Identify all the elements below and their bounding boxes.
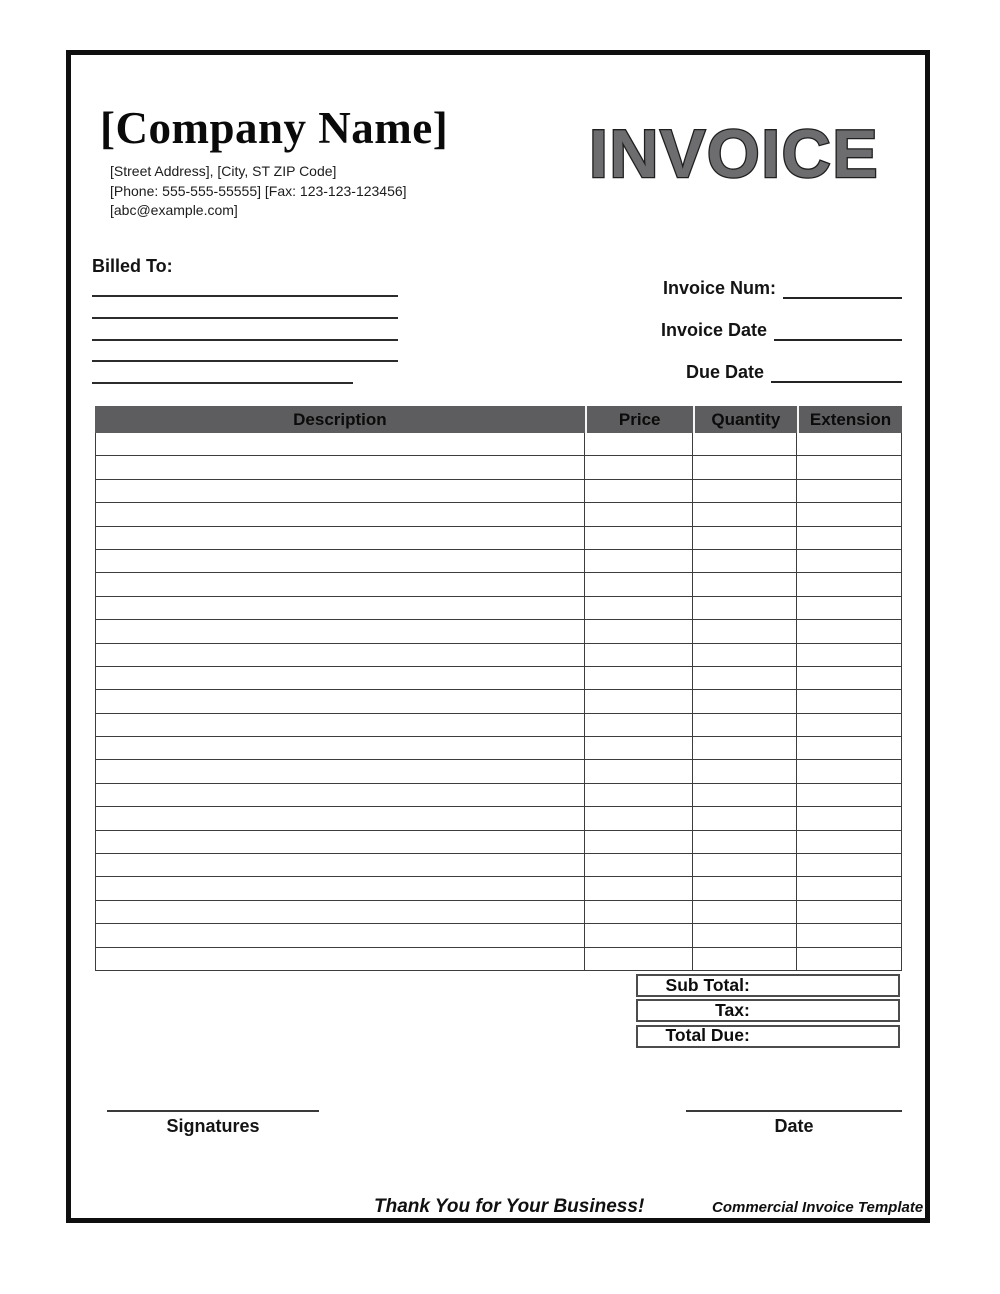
billed-to-blank-line [92, 339, 398, 341]
table-cell [96, 597, 585, 620]
table-cell [96, 831, 585, 854]
table-cell [585, 527, 693, 550]
billed-to-blank-line [92, 295, 398, 297]
table-cell [585, 433, 693, 456]
table-row [96, 948, 902, 971]
table-cell [797, 667, 902, 690]
column-header-price: Price [585, 406, 693, 433]
date-blank-line [686, 1104, 902, 1112]
table-cell [96, 877, 585, 900]
table-cell [585, 573, 693, 596]
table-cell [96, 760, 585, 783]
invoice-meta-label: Invoice Date [660, 320, 767, 340]
table-cell [585, 784, 693, 807]
address-line-email: [abc@example.com] [110, 202, 238, 218]
table-cell [797, 480, 902, 503]
table-cell [585, 480, 693, 503]
invoice-meta-row [610, 363, 902, 383]
total-label: Sub Total: [665, 974, 750, 995]
column-header-description: Description [293, 409, 387, 429]
total-row [636, 1025, 900, 1048]
table-cell [693, 854, 797, 877]
table-cell [797, 550, 902, 573]
table-cell [693, 714, 797, 737]
table-row [96, 877, 902, 900]
table-row [96, 573, 902, 596]
table-cell [585, 831, 693, 854]
table-cell [96, 480, 585, 503]
billed-to-blank-line [92, 382, 353, 384]
table-cell [96, 573, 585, 596]
template-name-label: Commercial Invoice Template [712, 1199, 924, 1216]
invoice-meta-label: Invoice Num: [662, 278, 776, 298]
table-cell [585, 877, 693, 900]
total-row [636, 999, 900, 1022]
table-cell [797, 690, 902, 713]
table-cell [585, 667, 693, 690]
table-row [96, 760, 902, 783]
total-label: Tax: [715, 1000, 750, 1021]
table-cell [585, 760, 693, 783]
table-cell [693, 690, 797, 713]
date-label: Date [774, 1116, 814, 1136]
table-cell [797, 877, 902, 900]
table-row [96, 854, 902, 877]
table-cell [96, 924, 585, 947]
table-row [96, 924, 902, 947]
table-cell [693, 620, 797, 643]
total-row [636, 974, 900, 997]
table-row [96, 644, 902, 667]
company-name: [Company Name] [100, 103, 449, 153]
table-cell [585, 948, 693, 971]
table-row [96, 831, 902, 854]
address-line-phone-fax: [Phone: 555-555-55555] [Fax: 123-123-123456] [110, 182, 407, 199]
table-cell [96, 807, 585, 830]
billed-to-lines [92, 295, 398, 404]
table-row [96, 433, 902, 456]
table-cell [693, 784, 797, 807]
signatures-block [107, 1104, 319, 1137]
table-cell [585, 924, 693, 947]
invoice-title-text: INVOICE [589, 116, 880, 192]
table-cell [96, 784, 585, 807]
table-cell [96, 737, 585, 760]
table-row [96, 784, 902, 807]
table-cell [585, 503, 693, 526]
billed-to-blank-line [92, 317, 398, 319]
items-table-header [95, 406, 902, 433]
table-cell [585, 550, 693, 573]
table-cell [693, 737, 797, 760]
table-cell [96, 433, 585, 456]
invoice-meta-blank-line [771, 366, 902, 383]
table-cell [585, 620, 693, 643]
table-row [96, 737, 902, 760]
column-header-quantity: Quantity [693, 406, 798, 433]
table-cell [693, 831, 797, 854]
table-cell [585, 644, 693, 667]
table-cell [797, 527, 902, 550]
table-cell [96, 714, 585, 737]
table-row [96, 667, 902, 690]
table-cell [96, 527, 585, 550]
table-row [96, 597, 902, 620]
invoice-meta-row [610, 279, 902, 299]
table-cell [797, 714, 902, 737]
table-cell [693, 550, 797, 573]
table-cell [693, 527, 797, 550]
table-cell [797, 760, 902, 783]
table-row [96, 901, 902, 924]
table-cell [96, 503, 585, 526]
date-block [686, 1104, 902, 1137]
table-cell [693, 667, 797, 690]
table-cell [585, 901, 693, 924]
invoice-meta-label: Due Date [685, 362, 764, 382]
table-cell [693, 877, 797, 900]
table-cell [96, 948, 585, 971]
table-row [96, 690, 902, 713]
table-cell [797, 948, 902, 971]
table-cell [797, 854, 902, 877]
table-cell [693, 644, 797, 667]
table-cell [585, 714, 693, 737]
table-row [96, 550, 902, 573]
table-cell [96, 456, 585, 479]
table-cell [585, 854, 693, 877]
invoice-meta-blank-line [774, 324, 902, 341]
table-cell [797, 831, 902, 854]
totals-box [636, 974, 900, 1050]
signatures-blank-line [107, 1104, 319, 1112]
company-address [110, 162, 407, 221]
items-table-body [95, 433, 902, 971]
invoice-meta-blank-line [783, 282, 902, 299]
table-cell [797, 433, 902, 456]
billed-to-blank-line [92, 360, 398, 362]
column-header-extension: Extension [797, 406, 902, 433]
billed-to-label: Billed To: [92, 256, 173, 276]
table-row [96, 480, 902, 503]
table-cell [693, 807, 797, 830]
invoice-meta-row [610, 321, 902, 341]
invoice-meta [610, 279, 902, 405]
table-cell [797, 597, 902, 620]
table-cell [797, 503, 902, 526]
table-cell [96, 854, 585, 877]
table-cell [96, 620, 585, 643]
table-cell [797, 807, 902, 830]
items-table [95, 406, 902, 971]
table-cell [693, 760, 797, 783]
table-cell [585, 690, 693, 713]
table-cell [797, 620, 902, 643]
table-cell [585, 456, 693, 479]
table-cell [96, 550, 585, 573]
table-cell [96, 901, 585, 924]
table-cell [693, 924, 797, 947]
table-row [96, 456, 902, 479]
table-cell [693, 480, 797, 503]
table-cell [797, 924, 902, 947]
total-label: Total Due: [665, 1025, 750, 1046]
table-cell [797, 901, 902, 924]
table-cell [797, 644, 902, 667]
table-cell [693, 901, 797, 924]
table-cell [693, 503, 797, 526]
table-cell [693, 433, 797, 456]
table-cell [585, 597, 693, 620]
invoice-title-wordart [589, 116, 889, 192]
table-cell [797, 737, 902, 760]
thank-you-message: Thank You for Your Business! [374, 1196, 645, 1217]
table-cell [96, 690, 585, 713]
table-row [96, 503, 902, 526]
table-cell [585, 807, 693, 830]
table-cell [693, 573, 797, 596]
table-cell [585, 737, 693, 760]
table-cell [693, 597, 797, 620]
table-row [96, 620, 902, 643]
table-row [96, 714, 902, 737]
table-cell [693, 456, 797, 479]
table-cell [797, 456, 902, 479]
table-cell [96, 644, 585, 667]
table-cell [693, 948, 797, 971]
table-cell [797, 573, 902, 596]
address-line-street: [Street Address], [City, ST ZIP Code] [110, 163, 337, 179]
table-row [96, 527, 902, 550]
table-cell [96, 667, 585, 690]
table-row [96, 807, 902, 830]
signatures-label: Signatures [166, 1116, 260, 1136]
table-cell [797, 784, 902, 807]
